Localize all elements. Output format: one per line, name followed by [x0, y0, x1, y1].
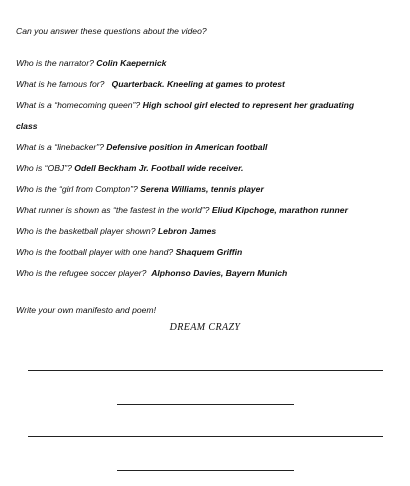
writing-line: [28, 370, 383, 371]
question-item: [16, 57, 166, 69]
answer-text: Odell Beckham Jr. Football wide receiver.: [74, 163, 244, 173]
question-item: [16, 162, 243, 174]
question-text: What runner is shown as “the fastest in the world”?: [16, 205, 210, 215]
answer-text: Lebron James: [157, 226, 217, 236]
writing-line: [28, 436, 383, 437]
answer-continuation: class: [16, 121, 38, 131]
question-text: What is a “linebacker”?: [16, 142, 104, 152]
question-item: [16, 99, 354, 111]
answer-text: Eliud Kipchoge, marathon runner: [211, 205, 348, 215]
question-text: Who is the basketball player shown?: [16, 226, 156, 236]
answer-text: Colin Kaepernick: [96, 58, 167, 68]
answer-text: Alphonso Davies, Bayern Munich: [151, 268, 288, 278]
question-text: Who is the “girl from Compton”?: [16, 184, 138, 194]
answer-text: Shaquem Griffin: [175, 247, 243, 257]
question-item: [16, 246, 242, 258]
question-text: Who is the football player with one hand?: [16, 247, 174, 257]
question-text: Who is the narrator?: [16, 58, 94, 68]
question-item: [16, 225, 216, 237]
poem-title: DREAM CRAZY: [169, 322, 241, 333]
intro-text: Can you answer these questions about the video?: [16, 26, 207, 36]
question-item: [16, 204, 348, 216]
question-text: Who is the refugee soccer player?: [16, 268, 147, 278]
question-item: [16, 267, 287, 279]
answer-text: High school girl elected to represent her graduating: [142, 100, 355, 110]
question-item: [16, 183, 264, 195]
question-item: [16, 141, 267, 153]
question-text: What is he famous for?: [16, 79, 105, 89]
manifesto-prompt: Write your own manifesto and poem!: [16, 305, 156, 315]
question-text: What is a “homecoming queen”?: [16, 100, 141, 110]
writing-line: [117, 470, 294, 471]
answer-text: Serena Williams, tennis player: [140, 184, 264, 194]
writing-line: [117, 404, 294, 405]
answer-text: Defensive position in American football: [106, 142, 268, 152]
question-item: [16, 78, 285, 90]
answer-text: Quarterback. Kneeling at games to protest: [111, 79, 285, 89]
question-text: Who is “OBJ”?: [16, 163, 72, 173]
